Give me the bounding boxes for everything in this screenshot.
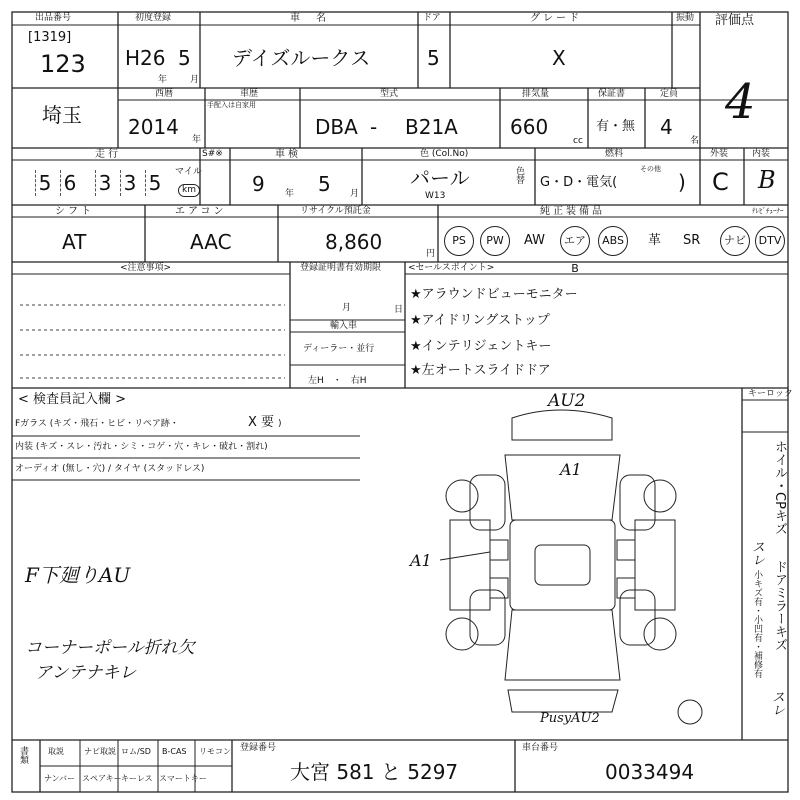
damage-mark: A1 — [560, 460, 582, 479]
first-reg-label: 初度登録 — [135, 13, 172, 23]
doc-item: 取説 — [48, 747, 64, 756]
capacity-value: 4 — [660, 115, 673, 139]
odo-digit: 5 — [35, 170, 54, 196]
shift-pos-label: 振動 — [676, 13, 695, 23]
inspection-label: 車検 — [275, 149, 301, 160]
odo-digit: 3 — [95, 170, 114, 196]
chassis-value: 0033494 — [605, 760, 695, 784]
shift-value: AT — [62, 230, 87, 254]
caution-label: <注意事項> — [120, 263, 172, 273]
first-reg-month: 5 — [178, 46, 191, 70]
yen-unit: 円 — [426, 249, 436, 259]
sharp-label: S#※ — [202, 149, 223, 159]
year-label: 西暦 — [155, 89, 174, 99]
handwritten-note: コーナーポール折れ欠 — [25, 638, 195, 658]
month-suffix: 月 — [190, 75, 200, 85]
equip-pw: PW — [480, 226, 510, 256]
reg-expiry-label: 登録証明書有効期限 — [300, 263, 382, 273]
interior-value: B — [758, 166, 776, 194]
tv-label: ﾃﾚﾋﾞﾁｭｰﾅｰ — [752, 207, 784, 215]
handwritten-note: アンテナキレ — [35, 663, 137, 683]
wheel-text: ホイル・CPキズ — [772, 440, 787, 535]
handwritten-note: スレ — [769, 690, 784, 716]
year-suffix-2: 年 — [192, 135, 202, 145]
odo-digit: 6 — [60, 170, 79, 196]
year-value: 2014 — [128, 115, 179, 139]
color-code: W13 — [425, 191, 446, 201]
warranty-value: 有・無 — [596, 119, 636, 134]
km-label: km — [178, 184, 200, 197]
chassis-label: 車台番号 — [522, 743, 559, 753]
glass-mark: X 要 — [248, 415, 275, 430]
color-label: 色 (Col.No) — [420, 149, 469, 159]
score-label: 評価点 — [715, 13, 755, 28]
recycle-value: 8,860 — [325, 230, 383, 254]
sales-point: ★左オートスライドドア — [410, 363, 551, 378]
model-code: B21A — [405, 115, 458, 139]
region: 埼玉 — [42, 103, 82, 127]
doc-item: ナビ取説 — [84, 747, 116, 756]
color-change-label: 色替 — [516, 167, 526, 186]
capacity-unit: 名 — [690, 136, 700, 146]
aircon-label: エアコン — [175, 206, 227, 217]
repair-text: 小キズ有・小凹有・補修有 — [752, 570, 762, 678]
mirror-text: ドアミラーキズ — [772, 560, 787, 651]
doors-label: ドア — [423, 13, 441, 23]
plate-label: 登録番号 — [240, 743, 277, 753]
equip-label: 純正装備品 — [540, 206, 605, 217]
exterior-value: C — [712, 168, 729, 196]
glass-close: ) — [278, 419, 282, 429]
mileage-label: 走行 — [95, 149, 121, 160]
plate-value: 大宮 581 と 5297 — [290, 760, 459, 784]
sales-point: ★アイドリングストップ — [410, 313, 550, 328]
fuel-other: その他 — [640, 165, 661, 173]
handwritten-note: スレ — [749, 540, 764, 566]
glass-text: Fガラス (キズ・飛石・ヒビ・リペア跡・ — [15, 419, 179, 429]
handwritten-note: F下廻りAU — [25, 563, 131, 587]
equip-ps: PS — [444, 226, 474, 256]
history-label: 車歴 — [240, 89, 259, 99]
reg-expiry-day: 日 — [394, 305, 404, 315]
fuel-label: 燃料 — [605, 149, 624, 159]
sales-point: ★アラウンドビューモニター — [410, 287, 578, 302]
lot-bracket: [1319] — [28, 30, 72, 45]
model-dash: - — [370, 115, 378, 139]
damage-mark: PusyAU2 — [540, 711, 600, 726]
grade-label: グレード — [530, 13, 582, 24]
equip-sr: SR — [683, 233, 701, 248]
recycle-label: リサイクル預託金 — [300, 206, 371, 216]
doors-value: 5 — [427, 46, 440, 70]
displacement-value: 660 — [510, 115, 549, 139]
inspection-year: 9 — [252, 172, 265, 196]
damage-mark: AU2 — [548, 391, 586, 411]
score-value: 4 — [725, 74, 756, 130]
lot-number: 123 — [40, 50, 86, 78]
equip-navi: ナビ — [720, 226, 750, 256]
inspector-title: < 検査員記入欄 > — [18, 392, 127, 407]
doc-item: スペアキー — [82, 774, 122, 783]
damage-mark: A1 — [410, 551, 432, 570]
equip-abs: ABS — [598, 226, 628, 256]
car-name: デイズルークス — [232, 46, 371, 70]
model-label: 型式 — [380, 89, 399, 99]
odo-digit: 3 — [120, 170, 139, 196]
sales-point: ★インテリジェントキー — [410, 339, 552, 354]
history-note: 手配入は自家用 — [207, 101, 256, 109]
grade-value: X — [552, 46, 566, 70]
color-value: パール — [410, 166, 470, 190]
inspection-year-suffix: 年 — [285, 189, 295, 199]
docs-label: 書類 — [18, 746, 28, 764]
car-diagram — [440, 410, 702, 724]
model-prefix: DBA — [315, 115, 358, 139]
equip-leather: 革 — [648, 233, 662, 248]
sales-label: <セールスポイント> — [408, 263, 495, 273]
lot-label: 出品番号 — [35, 13, 72, 23]
shift-label: シフト — [55, 206, 94, 217]
warranty-label: 保証書 — [598, 89, 626, 99]
exterior-label: 外装 — [710, 149, 729, 159]
audio-text: オーディオ (無し・穴) / タイヤ (スタッドレス) — [15, 464, 205, 474]
doc-item: ナンバー — [44, 774, 76, 783]
hand-label: 左H ・ 右H — [308, 376, 367, 386]
mile-label: マイル — [175, 167, 202, 177]
odo-digit: 5 — [145, 170, 164, 196]
equip-airbag: エアB — [560, 226, 590, 256]
cc-unit: cc — [573, 136, 583, 146]
keylock-label: キーロック — [748, 389, 793, 399]
first-reg-era: H26 — [125, 46, 166, 70]
year-suffix: 年 — [158, 75, 168, 85]
doc-item: スマートキー — [159, 774, 207, 783]
inspection-month: 5 — [318, 172, 331, 196]
equip-dtv: DTV — [755, 226, 785, 256]
doc-item: キーレス — [121, 774, 153, 783]
import-label: 輸入車 — [330, 321, 358, 331]
inspection-month-suffix: 月 — [350, 189, 360, 199]
displacement-label: 排気量 — [522, 89, 550, 99]
aircon-value: AAC — [190, 230, 232, 254]
capacity-label: 定員 — [660, 89, 679, 99]
dealer-label: ディーラー・並行 — [303, 344, 375, 354]
interior-text: 内装 (キズ・スレ・汚れ・シミ・コゲ・穴・キレ・破れ・割れ) — [15, 442, 268, 452]
equip-aw: AW — [524, 233, 546, 248]
car-name-label: 車 名 — [290, 13, 329, 24]
fuel-options: G・D・電気( — [540, 175, 618, 190]
doc-item: ロム/SD — [121, 747, 151, 756]
doc-item: リモコン — [199, 747, 231, 756]
reg-expiry-month: 月 — [342, 303, 352, 313]
fuel-close: ) — [678, 170, 686, 194]
interior-label: 内装 — [752, 149, 771, 159]
doc-item: B-CAS — [162, 747, 187, 756]
